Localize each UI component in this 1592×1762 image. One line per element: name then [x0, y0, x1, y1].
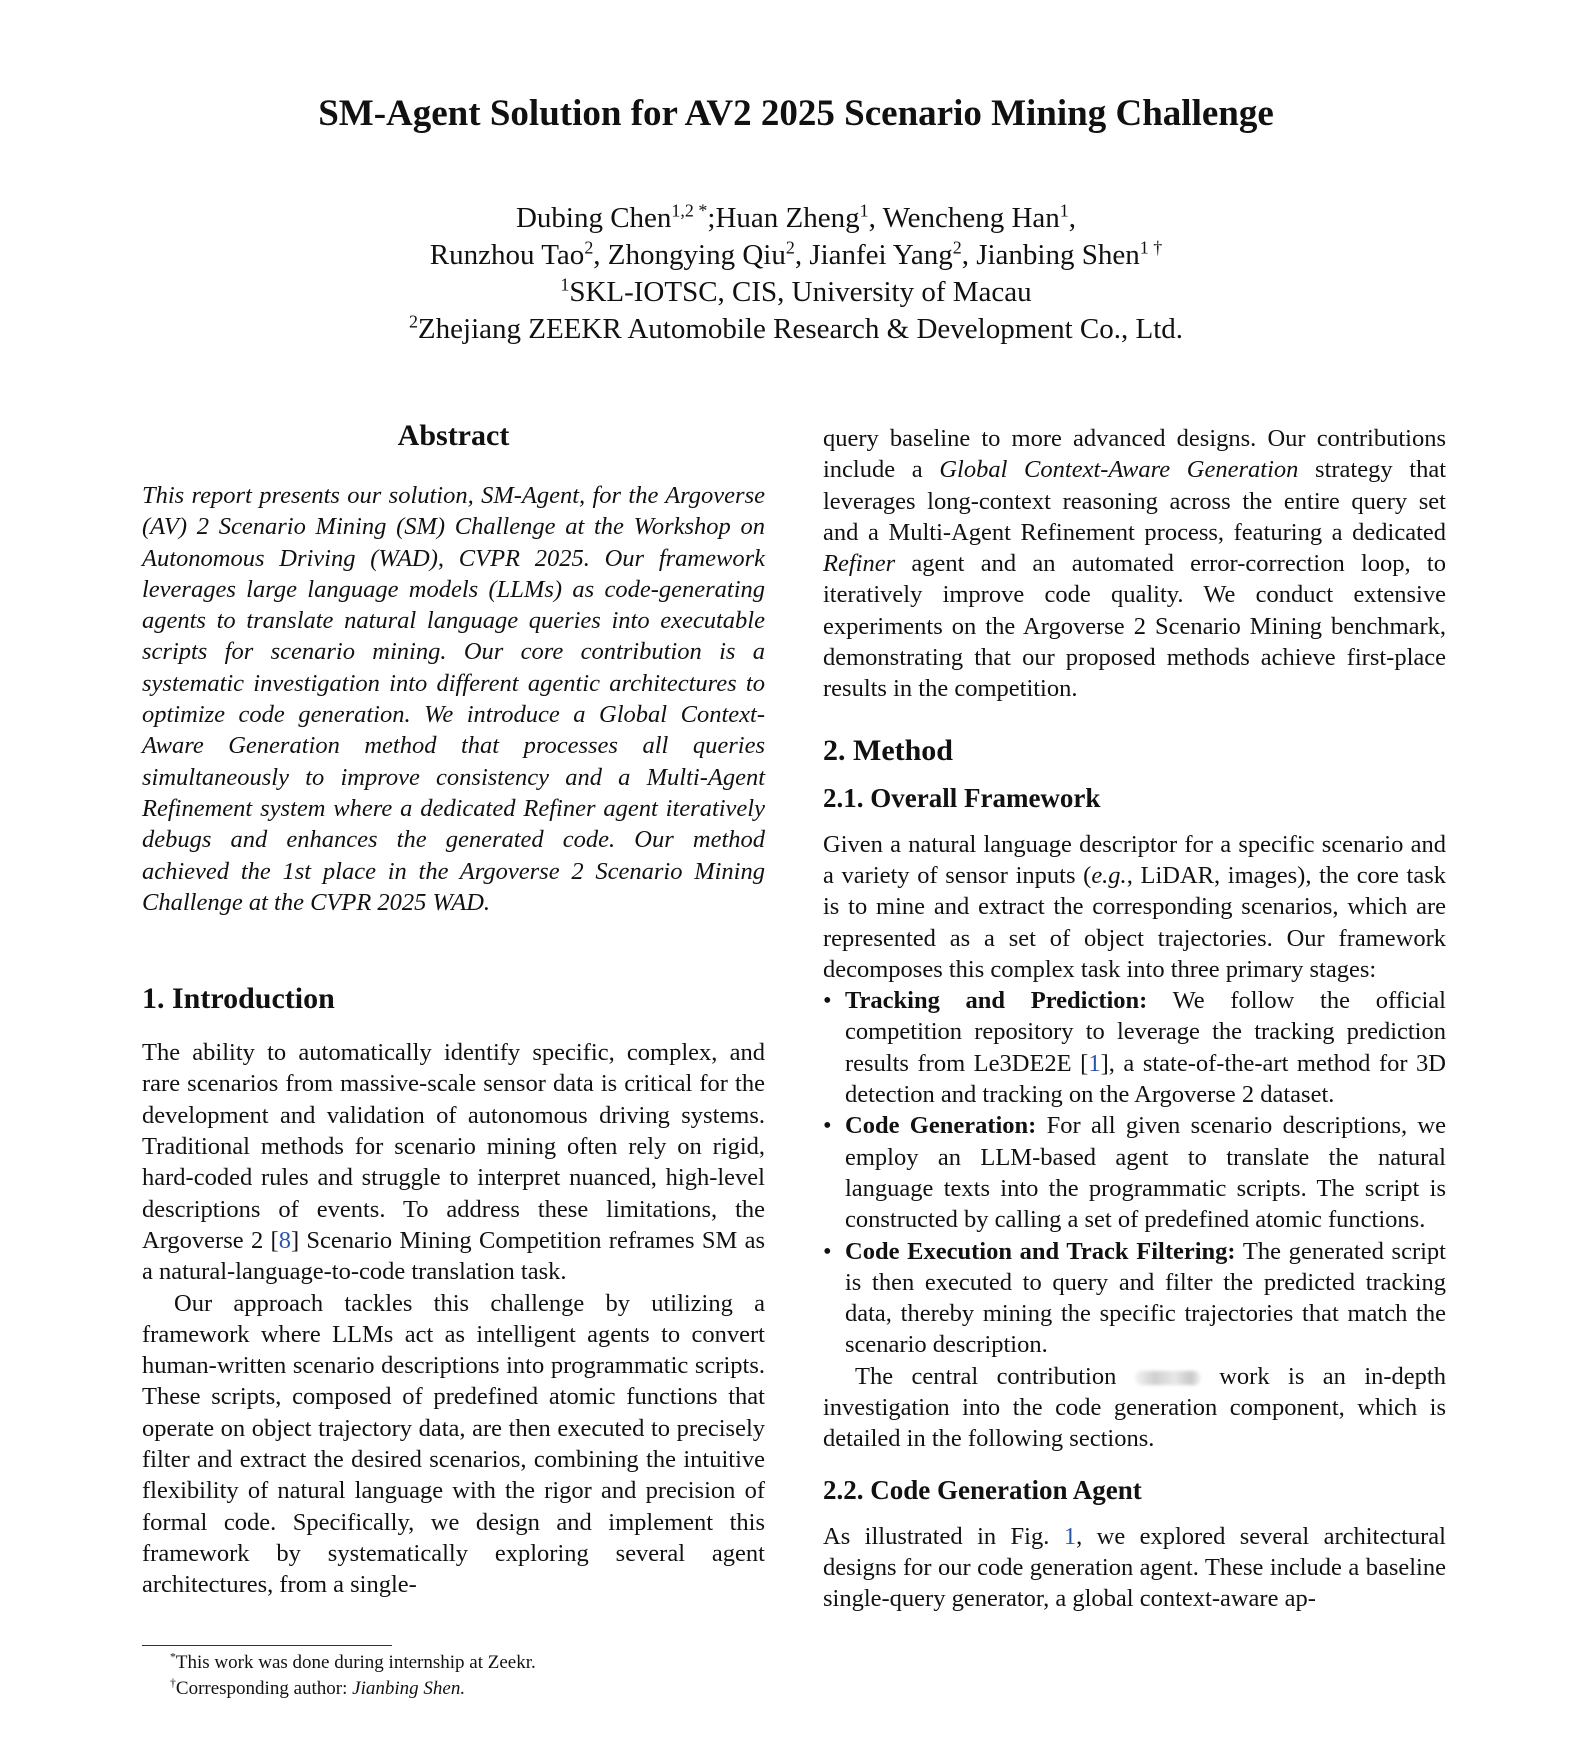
- bullet-icon: •: [823, 987, 832, 1015]
- section-heading-method: 2. Method: [823, 733, 953, 767]
- text: The ability to automatically identify specific, complex, and rare scenarios from massive-scale sensor data is critical for the development and validation of autonomous driving systems. Traditional methods for scenario mining often rely on rigid, hard-coded rules and struggle to interpret nuanced, high-level descriptions of events. To address these limitations, the Argoverse 2 [: [142, 1039, 765, 1254]
- text: Given a natural language descriptor for a specific scenario and a variety of sensor inputs (: [823, 830, 1446, 889]
- affiliation-text: SKL-IOTSC, CIS, University of Macau: [569, 276, 1032, 308]
- author-name: Dubing Chen: [515, 202, 672, 234]
- emphasis: Refiner: [823, 550, 896, 578]
- affiliation-superscript: 2: [408, 311, 418, 332]
- text: As illustrated in Fig.: [823, 1522, 1064, 1550]
- text: ] Scenario Mining Competition reframes SM as a natural-language-to-code translation task.: [142, 1226, 765, 1286]
- text: query baseline to more advanced designs. Our contributions include a: [823, 425, 1446, 484]
- separator: ,: [961, 239, 977, 271]
- list-item-label: Code Generation:: [845, 1112, 1037, 1140]
- list-item: [823, 985, 1446, 1110]
- abstract-heading: Abstract: [397, 419, 510, 452]
- text: ], a state-of-the-art method for 3D detection and tracking on the Argoverse 2 dataset.: [845, 1049, 1446, 1109]
- footnote-text: Corresponding author:: [175, 1678, 353, 1699]
- list-item: [823, 1236, 1446, 1361]
- author-name: Huan Zheng: [715, 202, 860, 234]
- author-name: Wencheng Han: [882, 202, 1060, 234]
- affiliation-superscript: 2: [952, 237, 962, 258]
- text: , we explored several architectural designs for our code generation agent. These include a baseline single-query generator, a global context-aware ap-: [823, 1522, 1446, 1613]
- list-item-label: Tracking and Prediction:: [845, 987, 1148, 1015]
- citation-link[interactable]: 1: [1088, 1049, 1101, 1077]
- footnote-marker: †: [170, 1676, 176, 1690]
- citation-link[interactable]: 8: [278, 1226, 291, 1254]
- affiliation-superscript: 1,2: [671, 200, 694, 221]
- separator: ;: [707, 202, 716, 234]
- text: The generated script is then executed to query and filter the predicted tracking data, thereby mining the specific trajectories that match the scenario description.: [845, 1237, 1446, 1359]
- footnote-2: [170, 1676, 536, 1702]
- affiliation-superscript: 1: [1059, 200, 1069, 221]
- footnote-marker: *: [693, 200, 708, 221]
- author-name: Zhongying Qiu: [607, 239, 786, 271]
- list-item-label: Code Execution and Track Filtering:: [845, 1237, 1236, 1265]
- separator: ,: [593, 239, 608, 271]
- affiliation-2: [0, 311, 1592, 348]
- author-name: Runzhou Tao: [429, 239, 585, 271]
- author-block: [0, 200, 1592, 348]
- affiliation-superscript: 1: [859, 200, 869, 221]
- emphasis: e.g.: [1091, 861, 1127, 889]
- bullet-icon: •: [823, 1112, 832, 1140]
- affiliation-1: [0, 274, 1592, 311]
- bullet-icon: •: [823, 1237, 832, 1265]
- section-heading-introduction: 1. Introduction: [142, 982, 335, 1016]
- text: agent and an automated error-correction loop, to iteratively improve code quality. We conduct extensive experiments on the Argoverse 2 Scenario Mining benchmark, demonstrating that our proposed methods achieve first-place results in the competition.: [823, 550, 1446, 703]
- footnote-author-name: Jianbing Shen.: [352, 1678, 466, 1699]
- abstract-body: This report presents our solution, SM-Agent, for the Argoverse (AV) 2 Scenario Mining (SM) Challenge at the Workshop on Autonomous Driving (WAD), CVPR 2025. Our framework leverages large language models (LLMs) as code-generating agents to translate natural language queries into executable scripts for scenario mining. Our core contribution is a systematic investigation into different agentic architectures to optimize code generation. We introduce a Global Context-Aware Generation method that processes all queries simultaneously to improve consistency and a Multi-Agent Refinement system where a dedicated Refiner agent iteratively debugs and enhances the generated code. Our method achieved the 1st place in the Argoverse 2 Scenario Mining Challenge at the CVPR 2025 WAD.: [142, 482, 765, 916]
- affiliation-superscript: 1 †: [1139, 237, 1163, 258]
- author-line-2: [0, 237, 1592, 274]
- intro-paragraph-2: Our approach tackles this challenge by utilizing a framework where LLMs act as intelligent agents to convert human-written scenario descriptions into programmatic scripts. These scripts, composed of predefined atomic functions that operate on object trajectory data, are then executed to precisely filter and extract the desired scenarios, combining the intuitive flexibility of natural language with the rigor and precision of formal code. Specifically, we design and implement this framework by systematically exploring several agent architectures, from a single-: [142, 1289, 765, 1599]
- text: For all given scenario descriptions, we employ an LLM-based agent to translate the natural language texts into the programmatic scripts. The script is constructed by calling a set of predefined atomic functions.: [845, 1112, 1447, 1234]
- text: , LiDAR, images), the core task is to mine and extract the corresponding scenarios, which are represented as a set of object trajectories. Our framework decomposes this complex task into three primary stages:: [823, 861, 1447, 983]
- affiliation-text: Zhejiang ZEEKR Automobile Research & Development Co., Ltd.: [417, 313, 1184, 345]
- footnote-1: [170, 1650, 536, 1676]
- subsection-heading-code-generation-agent: 2.2. Code Generation Agent: [823, 1474, 1142, 1505]
- separator: ,: [794, 239, 810, 271]
- text: strategy that leverages long-context reasoning across the entire query set and a Multi-Agent Refinement process, featuring a dedicated: [823, 456, 1446, 546]
- redaction-smudge: [1135, 1371, 1201, 1385]
- separator: ,: [1068, 202, 1077, 234]
- text: The central contribution: [855, 1362, 1135, 1390]
- separator: ,: [868, 202, 883, 234]
- left-column: [142, 418, 765, 1601]
- affiliation-superscript: 2: [785, 237, 795, 258]
- footnotes: [170, 1650, 536, 1702]
- list-item: [823, 1110, 1446, 1235]
- intro-paragraph-3: [823, 423, 1446, 705]
- author-name: Jianfei Yang: [809, 239, 953, 271]
- method-paragraph-1: [823, 829, 1446, 985]
- method-paragraph-2: [823, 1361, 1446, 1455]
- author-line-1: [0, 200, 1592, 237]
- text: We follow the official competition repository to leverage the tracking prediction results from Le3DE2E [: [845, 987, 1446, 1077]
- right-column: [823, 423, 1446, 1615]
- intro-paragraph-1: [142, 1037, 765, 1287]
- method-paragraph-3: [823, 1521, 1446, 1615]
- footnote-rule: [142, 1645, 392, 1646]
- affiliation-superscript: 2: [584, 237, 594, 258]
- affiliation-superscript: 1: [560, 274, 570, 295]
- paper-title: SM-Agent Solution for AV2 2025 Scenario Mining Challenge: [318, 93, 1274, 134]
- emphasis: Global Context-Aware Generation: [939, 456, 1299, 484]
- subsection-heading-overall-framework: 2.1. Overall Framework: [823, 782, 1101, 813]
- footnote-marker: *: [170, 1650, 176, 1664]
- author-name: Jianbing Shen: [976, 239, 1140, 271]
- footnote-text: This work was done during internship at Zeekr.: [175, 1652, 536, 1673]
- text: work is an in-depth investigation into the code generation component, which is detailed in the following sections.: [823, 1362, 1446, 1453]
- figure-link[interactable]: 1: [1063, 1522, 1077, 1550]
- stage-list: [823, 985, 1446, 1361]
